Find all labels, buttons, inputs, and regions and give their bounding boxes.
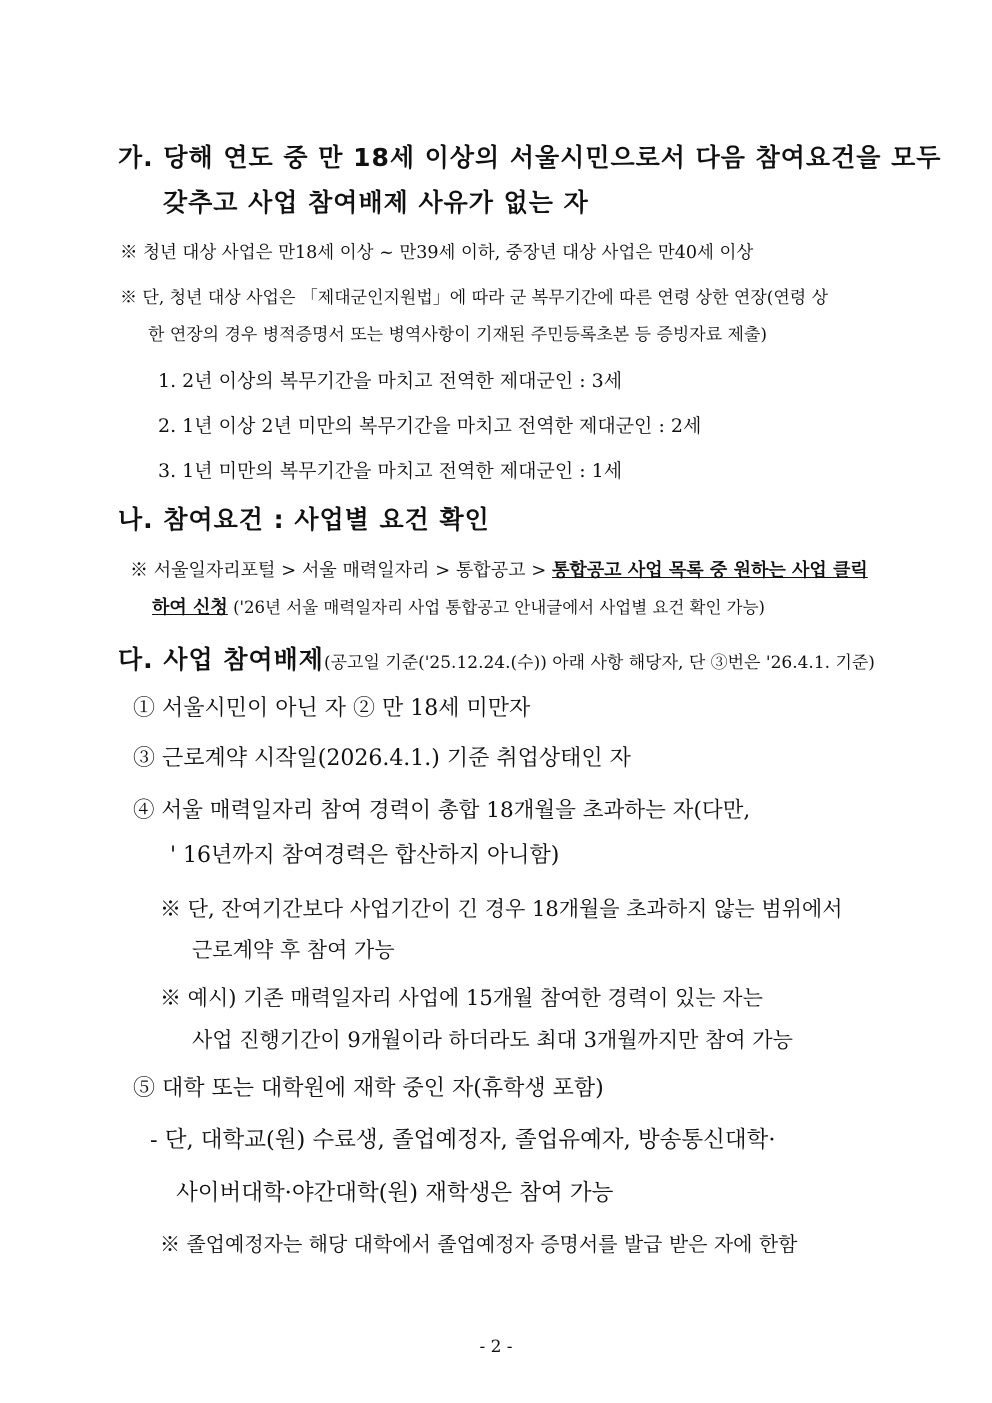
military-item-3: 3. 1년 미만의 복무기간을 마치고 전역한 제대군인 : 1세 bbox=[158, 460, 623, 482]
note-military-line2: 한 연장의 경우 병적증명서 또는 병역사항이 기재된 주민등록초본 등 증빙자료 제출) bbox=[148, 325, 768, 345]
exclusion-item-4-note1-line1: ※ 단, 잔여기간보다 사업기간이 긴 경우 18개월을 초과하지 않는 범위에서 bbox=[160, 897, 843, 921]
exclusion-item-4-note2-line1: ※ 예시) 기존 매력일자리 사업에 15개월 참여한 경력이 있는 자는 bbox=[160, 986, 763, 1010]
exclusion-item-5-note: ※ 졸업예정자는 해당 대학에서 졸업예정자 증명서를 발급 받은 자에 한함 bbox=[160, 1232, 798, 1256]
exclusion-item-3: ③ 근로계약 시작일(2026.4.1.) 기준 취업상태인 자 bbox=[133, 746, 631, 771]
section-na-note-line1 bbox=[130, 560, 868, 582]
section-da-heading bbox=[118, 645, 875, 675]
exclusion-item-5: ⑤ 대학 또는 대학원에 재학 중인 자(휴학생 포함) bbox=[133, 1076, 604, 1101]
section-na-note-suffix: ('26년 서울 매력일자리 사업 통합공고 안내글에서 사업별 요건 확인 가능) bbox=[227, 598, 765, 617]
section-na-note-prefix: ※ 서울일자리포털 > 서울 매력일자리 > 통합공고 > bbox=[130, 560, 553, 581]
section-na-note-bold2: 하여 신청 bbox=[152, 597, 228, 618]
military-item-1: 1. 2년 이상의 복무기간을 마치고 전역한 제대군인 : 3세 bbox=[158, 370, 623, 392]
exclusion-item-4-line1: ④ 서울 매력일자리 참여 경력이 총합 18개월을 초과하는 자(다만, bbox=[133, 798, 751, 823]
military-item-2: 2. 1년 이상 2년 미만의 복무기간을 마치고 전역한 제대군인 : 2세 bbox=[158, 415, 702, 437]
exclusion-item-1-2: ① 서울시민이 아닌 자 ② 만 18세 미만자 bbox=[133, 696, 531, 721]
section-ga-heading-line1: 가. 당해 연도 중 만 18세 이상의 서울시민으로서 다음 참여요건을 모두 bbox=[118, 143, 942, 172]
section-da-title-note: (공고일 기준('25.12.24.(수)) 아래 사항 해당자, 단 ③번은 '26.4.1. 기준) bbox=[323, 653, 875, 673]
note-military-line1: ※ 단, 청년 대상 사업은 「제대군인지원법」에 따라 군 복무기간에 따른 연령 상한 연장(연령 상 bbox=[120, 288, 829, 308]
section-na-note-bold1: 통합공고 사업 목록 중 원하는 사업 클릭 bbox=[552, 560, 868, 581]
exclusion-item-4-note2-line2: 사업 진행기간이 9개월이라 하더라도 최대 3개월까지만 참여 가능 bbox=[192, 1028, 793, 1052]
exclusion-item-4-line2: ' 16년까지 참여경력은 합산하지 아니함) bbox=[170, 843, 560, 868]
note-age-range: ※ 청년 대상 사업은 만18세 이상 ~ 만39세 이하, 중장년 대상 사업은 만40세 이상 bbox=[120, 243, 754, 263]
page-number: - 2 - bbox=[479, 1337, 513, 1357]
section-ga-heading-line2: 갖추고 사업 참여배제 사유가 없는 자 bbox=[163, 188, 589, 217]
section-da-title: 다. 사업 참여배제 bbox=[118, 645, 324, 674]
exclusion-item-4-note1-line2: 근로계약 후 참여 가능 bbox=[192, 938, 395, 962]
section-na-note-line2 bbox=[152, 597, 765, 619]
exclusion-item-5-sub-line2: 사이버대학·야간대학(원) 재학생은 참여 가능 bbox=[176, 1180, 614, 1206]
exclusion-item-5-sub-line1: - 단, 대학교(원) 수료생, 졸업예정자, 졸업유예자, 방송통신대학· bbox=[150, 1127, 776, 1153]
section-na-heading: 나. 참여요건 : 사업별 요건 확인 bbox=[118, 505, 490, 534]
